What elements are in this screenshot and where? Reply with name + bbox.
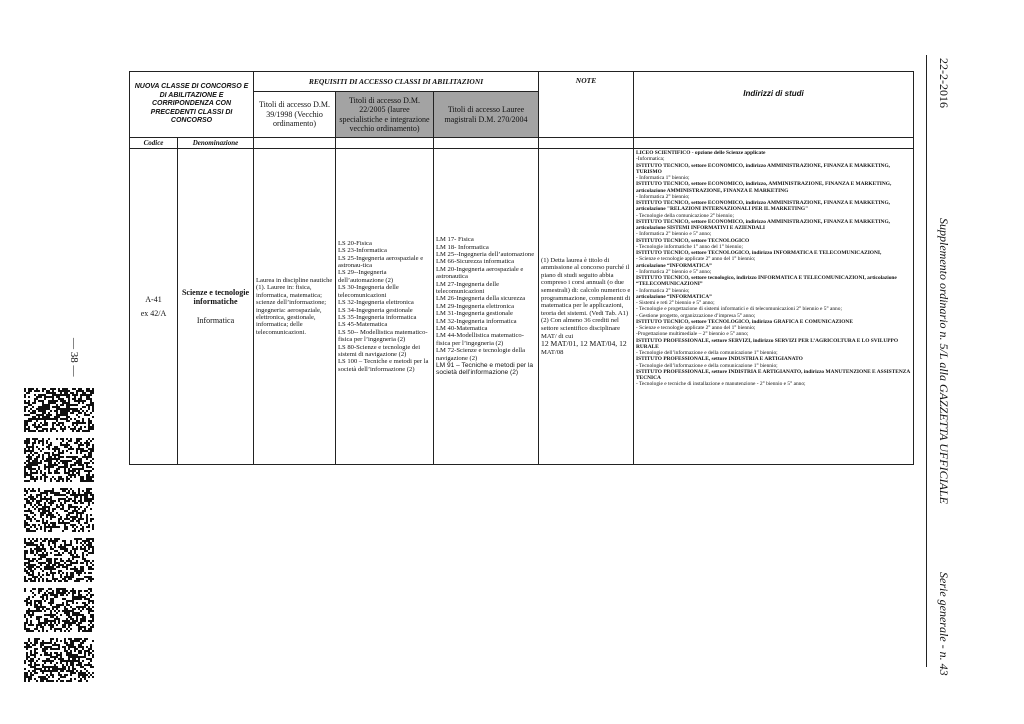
code-cell — [130, 149, 178, 465]
indirizzo-line: ISTITUTO TECNICO, settore ECONOMICO, indirizzo AMMINISTRAZIONE, FINANZA E MARKETING, TURISMO — [636, 162, 890, 175]
indirizzo-line: ISTITUTO PROFESSIONALE, settore INDUSTRIA E ARTIGIANATO — [636, 356, 803, 363]
header-titoli-22-2005: Titoli di accesso D.M. 22/2005 (lauree specialistiche e integrazione vecchio ordinamento) — [336, 92, 434, 138]
indirizzo-line: - Sistemi e reti 2° biennio e 5° anno; — [636, 300, 715, 306]
barcode-block — [24, 388, 94, 432]
indirizzo-line: -Informatica; — [636, 156, 665, 163]
indirizzo-line: - Informatica 1° biennio; — [636, 175, 690, 181]
lm-91-line: LM 91 – Tecniche e metodi per la società dell’informazione (2) — [436, 362, 534, 377]
ls-line: LS 34-Ingegneria gestionale — [338, 306, 413, 314]
ls-line: LS 50-- Modellistica matematico-fisica per l’ingegneria (2) — [338, 328, 428, 344]
indirizzi-cell — [634, 149, 914, 465]
lm-line: LM 27-Ingegneria delle telecomunicazioni — [436, 280, 499, 295]
barcode-block — [24, 488, 94, 532]
titoli-vecchio-cell: Laurea in discipline nautiche (1). Lauree in: fisica, informatica, matematica; scienze dell’informazione; ingegneria: aerospaziale, elettronica, gestionale, informatica; delle telecomunicazioni. — [254, 149, 336, 465]
lm-line: LM 66-Sicurezza informatica — [436, 258, 515, 266]
indirizzo-line: - Tecnologie della comunicazione 2° biennio; — [636, 212, 734, 219]
lm-line: LM 26-Ingegneria della sicurezza — [436, 295, 526, 303]
indirizzo-line: -Progettazione multimediale – 2° biennio e 5° anno; — [636, 331, 749, 338]
lm-line: LM 40-Matematica — [436, 325, 488, 333]
ls-line: LS 100 – Tecniche e metodi per la società dell’informazione (2) — [338, 358, 429, 373]
lm-line: LM 29-Ingegneria elettronica — [436, 302, 515, 310]
indirizzo-line: articolazione “INFORMATICA” — [636, 262, 712, 269]
barcode-block — [24, 538, 94, 582]
header-denominazione: Denominazione — [178, 138, 254, 149]
lm-line: LM 17- Fisica — [436, 236, 474, 244]
indirizzo-line: - Informatica 2° biennio; — [636, 287, 690, 294]
barcode-strip — [24, 388, 96, 688]
ls-line: LS 32-Ingegneria elettronica — [338, 299, 414, 307]
lm-line: LM 20-Ingegneria aerospaziale e astronautica — [436, 265, 524, 281]
indirizzo-line: ISTITUTO TECNICO, settore tecnologico, indirizzo INFORMATICA E TELECOMUNICAZIONI, articolazione “TELECOMUNICAZIONI” — [636, 275, 897, 288]
indirizzo-line: - Informatica 2° biennio e 5° anno; — [636, 268, 712, 275]
indirizzo-line: ISTITUTO TECNICO, settore ECONOMICO, indirizzo AMMINISTRAZIONE, FINANZA E MARKETING, articolazione "RELAZIONI INTERNAZIONALI PER IL MARKETING" — [636, 200, 890, 213]
note-text: (1) Detta laurea è titolo di ammissione al concorso purché il piano di studi seguito abbia compreso i corsi annuali (o due semestrali) di: calcolo numerico e programmazione, complementi di matematica per le applicazioni, teoria dei sistemi. (Vedi Tab. A1) (2) Con almeno 36 crediti nel settore scientifico disciplinare MAT/ di cui — [541, 256, 631, 340]
lm-line: LM 31-Ingegneria gestionale — [436, 310, 513, 318]
lm-line: LM 25--Ingegneria dell’automazione — [436, 250, 535, 258]
indirizzo-line: articolazione “INFORMATICA” — [636, 293, 712, 300]
ex-class-code: ex 42/A — [140, 308, 167, 318]
indirizzo-line: ISTITUTO PROFESSIONALE, settore SERVIZI, indirizzo SERVIZI PER L’AGRICOLTURA E LO SVILUPPO RURALE — [636, 337, 899, 350]
indirizzo-line: ISTITUTO TECNICO, settore ECONOMICO, indirizzo, AMMINISTRAZIONE, FINANZA E MARKETING, articolazione AMMINISTRAZIONE, FINANZA E MARKETING — [636, 181, 892, 194]
margin-supplement: Supplemento ordinario n. 5/L alla GAZZETTA UFFICIALE — [937, 218, 951, 504]
ls-line: LS 35-Ingegneria informatica — [338, 313, 417, 321]
note-cell — [539, 149, 634, 465]
indirizzo-line: LICEO SCIENTIFICO - opzione delle Scienze applicate — [636, 150, 766, 156]
barcode-block — [24, 438, 94, 482]
indirizzo-line: - Informatica 2° biennio; — [636, 193, 690, 200]
lm-line: LM 44-Modellistica matematico-fisica per l’ingegneria (2) — [436, 332, 524, 347]
ls-line: LS 80-Scienze e tecnologie dei sistemi di navigazione (2) — [338, 343, 421, 358]
ls-line: LS 23-Informatica — [338, 247, 387, 255]
titoli-ls-cell — [336, 149, 434, 465]
lm-line: LM 18- Informatica — [436, 243, 489, 251]
header-codice: Codice — [130, 138, 178, 149]
indirizzo-line: - Tecnologie dell’informazione e della comunicazione 1° biennio; — [636, 350, 778, 356]
indirizzo-line: - Scienze e tecnologie applicate 2° anno del 1° biennio; — [636, 256, 756, 263]
header-note: NOTE — [539, 72, 634, 138]
barcode-block — [24, 588, 94, 632]
header-requisiti: REQUISITI DI ACCESSO CLASSI DI ABILITAZIONI — [254, 72, 539, 92]
indirizzo-line: - Tecnologie dell’informazione e della comunicazione 1° biennio; — [636, 362, 778, 369]
indirizzo-line: ISTITUTO TECNICO, settore TECNOLOGICO, indirizzo GRAFICA E COMUNICAZIONE — [636, 318, 853, 325]
ls-line: LS 25-Ingegneria aerospaziale e astronau-tica — [338, 254, 424, 270]
ls-line: LS 30-Ingegneria delle telecomunicazioni — [338, 284, 399, 299]
barcode-block — [24, 638, 94, 682]
margin-serie: Serie generale - n. 43 — [937, 572, 951, 676]
indirizzo-line: ISTITUTO TECNICO, settore TECNOLOGICO — [636, 237, 750, 244]
lm-line: LM 72-Scienze e tecnologie della navigazione (2) — [436, 347, 525, 362]
note-mat-line: 12 MAT/01, 12 MAT/04, 12 — [541, 339, 627, 349]
class-code: A-41 — [145, 294, 162, 304]
page-number: — 38 — — [68, 338, 80, 377]
indirizzo-line: - Tecnologie e progettazione di sistemi informatici e di telecomunicazioni 2° biennio e 5° anno; — [636, 306, 842, 313]
header-classe: NUOVA CLASSE DI CONCORSO E DI ABILITAZIONE E CORRIPONDENZA CON PRECEDENTI CLASSI DI CONCORSO — [130, 72, 254, 138]
denomination-cell — [178, 149, 254, 465]
indirizzo-line: - Gestione progetto, organizzazione d’impresa 5° anno; — [636, 312, 756, 319]
classe-concorso-table — [129, 71, 914, 465]
titoli-lm-cell — [434, 149, 539, 465]
note-mat-line-2: MAT/08 — [541, 348, 564, 356]
header-titoli-vecchio: Titoli di accesso D.M. 39/1998 (Vecchio ordinamento) — [254, 92, 336, 138]
ls-line: LS 45-Matematica — [338, 321, 388, 329]
ls-line: LS 29--Ingegneria dell’automazione (2) — [338, 269, 394, 284]
denomination-title: Scienze e tecnologie informatiche — [181, 288, 250, 306]
indirizzo-line: ISTITUTO PROFESSIONALE, settore INDISTRIA E ARTIGIANATO, indirizzo MANUTENZIONE E ASSISTENZA TECNICA — [636, 368, 910, 381]
margin-rule — [926, 55, 927, 667]
lm-line: LM 32-Ingegneria informatica — [436, 317, 517, 325]
indirizzo-line: ISTITUTO TECNICO, settore ECONOMICO, indirizzo AMMINISTRAZIONE, FINANZA E MARKETING, articolazione SISTEMI INFORMATIVI E AZIENDALI — [636, 218, 890, 231]
indirizzo-line: ISTITUTO TECNICO, settore TECNOLOGICO, indirizzo INFORMATICA E TELECOMUNICAZIONI, — [636, 250, 882, 256]
header-titoli-270-2004: Titoli di accesso Lauree magistrali D.M. 270/2004 — [434, 92, 539, 138]
denomination-subtitle: Informatica — [196, 316, 235, 325]
margin-date: 22-2-2016 — [937, 58, 951, 108]
indirizzo-line: - Tecnologie informatiche 1° anno del 1° biennio; — [636, 243, 743, 250]
ls-line: LS 20-Fisica — [338, 239, 372, 247]
header-indirizzi: Indirizzi di studi — [634, 72, 914, 138]
indirizzo-line: - Scienze e tecnologie applicate 2° anno del 1° biennio; — [636, 325, 756, 331]
indirizzo-line: - Tecnologie e tecniche di installazione e manutenzione - 2° biennio e 5° anno; — [636, 381, 806, 388]
indirizzo-line: - Informatica 2° biennio e 5° anno; — [636, 231, 712, 238]
